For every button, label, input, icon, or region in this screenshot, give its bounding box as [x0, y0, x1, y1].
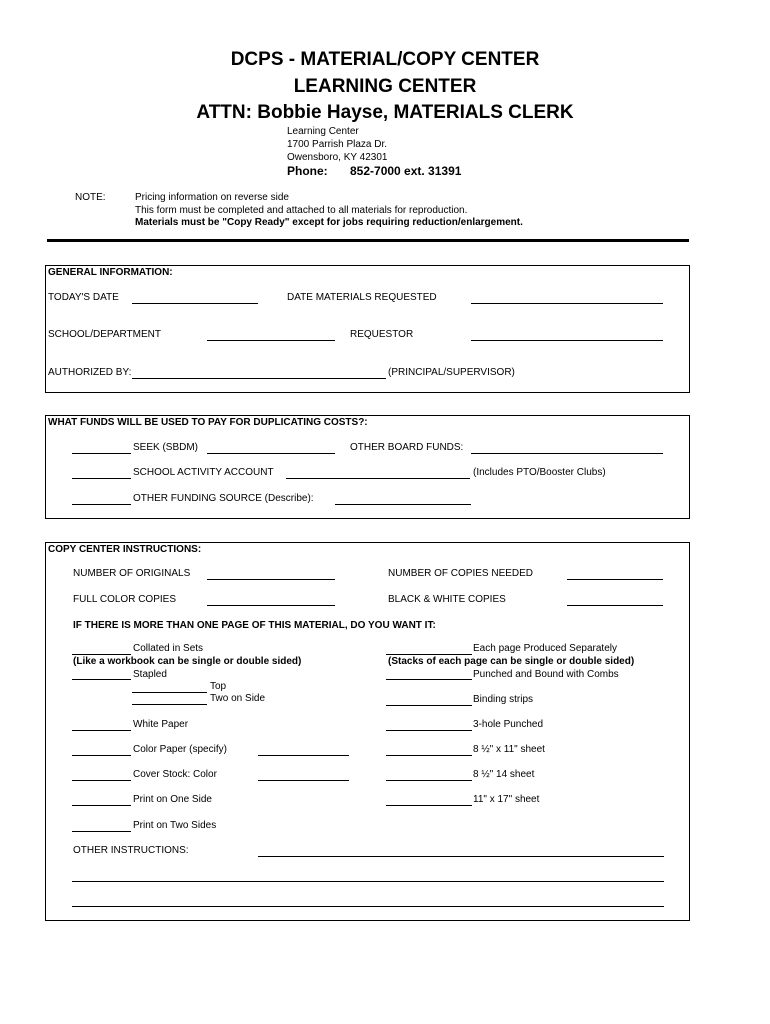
punched-bound-label: Punched and Bound with Combs: [473, 669, 619, 680]
tabloid-sheet-checkline[interactable]: [386, 805, 472, 806]
collated-label: Collated in Sets: [133, 643, 204, 654]
tabloid-sheet-label: 11" x 17" sheet: [473, 794, 540, 805]
one-side-checkline[interactable]: [72, 805, 131, 806]
copy-center-heading: COPY CENTER INSTRUCTIONS:: [48, 544, 202, 555]
two-on-side-checkline[interactable]: [132, 704, 207, 705]
color-paper-checkline[interactable]: [72, 755, 131, 756]
letter-sheet-label: 8 ½" x 11" sheet: [473, 744, 545, 755]
separately-note: (Stacks of each page can be single or double sided): [388, 656, 635, 667]
legal-sheet-label: 8 ½" 14 sheet: [473, 769, 535, 780]
note-label: NOTE:: [75, 192, 106, 203]
collated-note: (Like a workbook can be single or double sided): [73, 656, 302, 667]
two-sides-checkline[interactable]: [72, 831, 131, 832]
other-instructions-line-3[interactable]: [72, 906, 664, 907]
three-hole-label: 3-hole Punched: [473, 719, 544, 730]
collated-checkline[interactable]: [72, 654, 131, 655]
seek-checkline[interactable]: [72, 453, 131, 454]
binding-strips-checkline[interactable]: [386, 705, 472, 706]
cover-stock-field[interactable]: [258, 780, 349, 781]
phone-number: 852-7000 ext. 31391: [350, 164, 462, 178]
two-on-side-label: Two on Side: [210, 693, 266, 704]
header-divider: [47, 239, 689, 242]
num-copies-field[interactable]: [567, 579, 663, 580]
separately-label: Each page Produced Separately: [473, 643, 617, 654]
note-line-2: This form must be completed and attached to all materials for reproduction.: [135, 205, 468, 216]
num-copies-label: NUMBER OF COPIES NEEDED: [388, 568, 534, 579]
full-color-label: FULL COLOR COPIES: [73, 594, 176, 605]
other-instructions-line-2[interactable]: [72, 881, 664, 882]
funds-heading: WHAT FUNDS WILL BE USED TO PAY FOR DUPLICATING COSTS?:: [48, 417, 368, 428]
full-color-field[interactable]: [207, 605, 335, 606]
top-checkline[interactable]: [132, 692, 207, 693]
address-line-2: 1700 Parrish Plaza Dr.: [287, 139, 388, 150]
num-originals-field[interactable]: [207, 579, 335, 580]
todays-date-field[interactable]: [132, 303, 258, 304]
form-subtitle: LEARNING CENTER: [293, 76, 477, 97]
other-source-checkline[interactable]: [72, 504, 131, 505]
authorized-by-field[interactable]: [132, 378, 386, 379]
school-activity-field[interactable]: [286, 478, 470, 479]
authorized-by-label: AUTHORIZED BY:: [48, 367, 132, 378]
seek-label: SEEK (SBDM): [133, 442, 199, 453]
cover-stock-checkline[interactable]: [72, 780, 131, 781]
seek-field[interactable]: [207, 453, 335, 454]
requestor-field[interactable]: [471, 340, 663, 341]
school-activity-checkline[interactable]: [72, 478, 131, 479]
three-hole-checkline[interactable]: [386, 730, 472, 731]
stapled-label: Stapled: [133, 669, 167, 680]
address-line-1: Learning Center: [287, 126, 359, 137]
binding-strips-label: Binding strips: [473, 694, 534, 705]
todays-date-label: TODAY'S DATE: [48, 292, 119, 303]
includes-pto-label: (Includes PTO/Booster Clubs): [473, 467, 606, 478]
form-attention: ATTN: Bobbie Hayse, MATERIALS CLERK: [196, 102, 574, 123]
school-department-field[interactable]: [207, 340, 335, 341]
one-side-label: Print on One Side: [133, 794, 212, 805]
school-department-label: SCHOOL/DEPARTMENT: [48, 329, 161, 340]
address-line-3: Owensboro, KY 42301: [287, 152, 388, 163]
other-board-funds-label: OTHER BOARD FUNDS:: [350, 442, 464, 453]
cover-stock-label: Cover Stock: Color: [133, 769, 217, 780]
other-instructions-label: OTHER INSTRUCTIONS:: [73, 845, 189, 856]
white-paper-label: White Paper: [133, 719, 189, 730]
punched-bound-checkline[interactable]: [386, 679, 472, 680]
other-source-label: OTHER FUNDING SOURCE (Describe):: [133, 493, 314, 504]
school-activity-label: SCHOOL ACTIVITY ACCOUNT: [133, 467, 274, 478]
color-paper-field[interactable]: [258, 755, 349, 756]
phone-label: Phone:: [287, 164, 328, 178]
other-instructions-line-1[interactable]: [258, 856, 664, 857]
other-source-field[interactable]: [335, 504, 471, 505]
stapled-checkline[interactable]: [72, 679, 131, 680]
note-line-1: Pricing information on reverse side: [135, 192, 289, 203]
other-board-funds-field[interactable]: [471, 453, 663, 454]
letter-sheet-checkline[interactable]: [386, 755, 472, 756]
separately-checkline[interactable]: [386, 654, 472, 655]
note-line-3: Materials must be "Copy Ready" except for jobs requiring reduction/enlargement.: [135, 217, 523, 228]
more-than-one-page-heading: IF THERE IS MORE THAN ONE PAGE OF THIS MATERIAL, DO YOU WANT IT:: [73, 620, 436, 631]
principal-supervisor-label: (PRINCIPAL/SUPERVISOR): [388, 367, 515, 378]
two-sides-label: Print on Two Sides: [133, 820, 217, 831]
bw-copies-field[interactable]: [567, 605, 663, 606]
form-title: DCPS - MATERIAL/COPY CENTER: [230, 49, 540, 70]
legal-sheet-checkline[interactable]: [386, 780, 472, 781]
color-paper-label: Color Paper (specify): [133, 744, 227, 755]
general-information-heading: GENERAL INFORMATION:: [48, 267, 173, 278]
date-requested-label: DATE MATERIALS REQUESTED: [287, 292, 437, 303]
white-paper-checkline[interactable]: [72, 730, 131, 731]
bw-copies-label: BLACK & WHITE COPIES: [388, 594, 506, 605]
top-label: Top: [210, 681, 227, 692]
date-requested-field[interactable]: [471, 303, 663, 304]
num-originals-label: NUMBER OF ORIGINALS: [73, 568, 191, 579]
requestor-label: REQUESTOR: [350, 329, 414, 340]
